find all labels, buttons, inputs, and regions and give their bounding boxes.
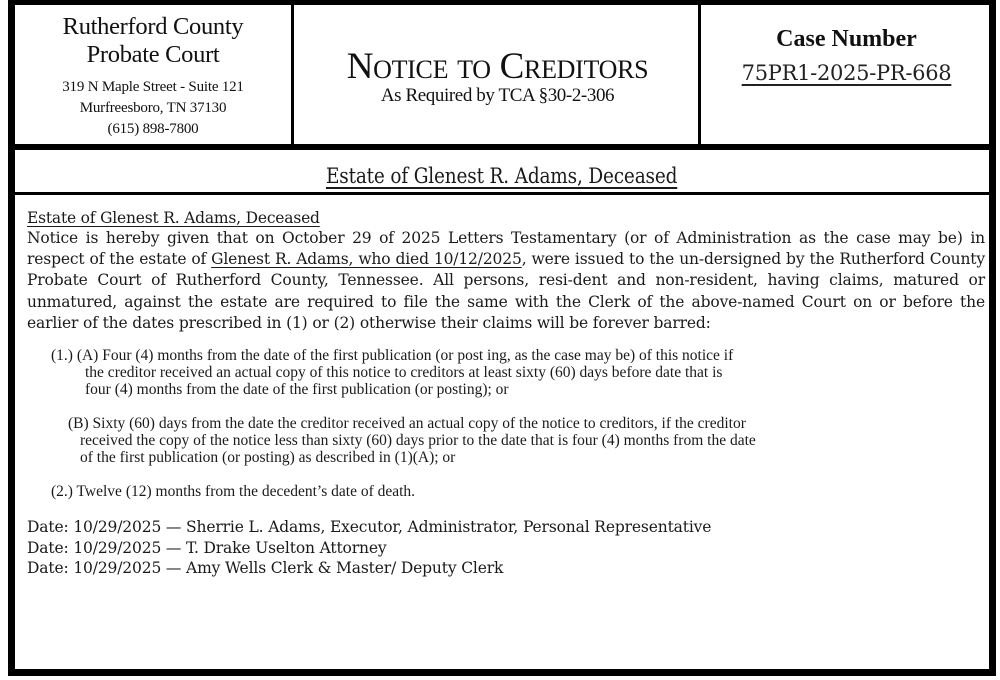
court-phone: (615) 898-7800: [107, 121, 199, 137]
notice-title-cell: [297, 5, 701, 144]
case-number-label: Case Number: [776, 26, 917, 52]
claim-deadline-clauses: [27, 347, 985, 500]
estate-title-bar: [15, 150, 989, 195]
signature-attorney: Date: 10/29/2025 — T. Drake Uselton Attorney: [27, 538, 387, 557]
signature-lines: [27, 517, 985, 579]
court-name-line2: Probate Court: [86, 41, 220, 68]
clause-1a: [27, 347, 985, 398]
case-number-value: 75PR1-2025-PR-668: [741, 61, 952, 85]
estate-heading: Estate of Glenest R. Adams, Deceased: [27, 209, 320, 227]
case-number-cell: [704, 5, 989, 144]
clause-1b-line1: (B) Sixty (60) days from the date the creditor received an actual copy of the notice to creditors, if the creditor: [68, 415, 746, 433]
clause-2: (2.) Twelve (12) months from the decedent’s date of death.: [51, 483, 416, 501]
notice-intro-paragraph: [27, 228, 985, 334]
clause-1a-line3: four (4) months from the date of the first publication (or posting); or: [85, 381, 509, 399]
clause-1b-line2: received the copy of the notice less than sixty (60) days prior to the date that is four (4) months from the date: [80, 432, 756, 450]
estate-title: Estate of Glenest R. Adams, Deceased: [326, 164, 678, 188]
court-name: [15, 5, 291, 69]
signature-clerk: Date: 10/29/2025 — Amy Wells Clerk & Master/ Deputy Clerk: [27, 559, 504, 578]
court-address-line2: Murfreesboro, TN 37130: [79, 100, 227, 116]
clause-1b: [27, 415, 985, 466]
court-address: [15, 77, 291, 140]
court-name-line1: Rutherford County: [62, 13, 244, 40]
intro-text-part1: Notice is hereby given that on October 29 of 2025 Letters Testamentary (or of Administration as the case may be) in respect of the estate of: [27, 229, 985, 269]
clause-1a-line1: (1.) (A) Four (4) months from the date of the first publication (or post ing, as the case may be) of this notice if: [51, 347, 734, 365]
court-address-line1: 319 N Maple Street - Suite 121: [62, 79, 244, 95]
document-header: [15, 5, 989, 150]
notice-title: Notice to Creditors: [346, 46, 649, 87]
intro-text-part2: , were issued to the un-dersigned by the Rutherford County Probate Court of Rutherford County, Tennessee. All persons, resi-dent and non-resident, having claims, matured or unmatured, against the estate are required to file the same with the Clerk of the above-named Court on or before the earlier of the dates prescribed in (1) or (2) otherwise their claims will be forever barred:: [27, 250, 985, 332]
clause-1a-line2: the creditor received an actual copy of this notice to creditors at least sixty (60) days before date that is: [85, 364, 723, 382]
notice-body: [27, 208, 985, 579]
signature-executor: Date: 10/29/2025 — Sherrie L. Adams, Executor, Administrator, Personal Representative: [27, 518, 712, 537]
decedent-name-and-death-date: Glenest R. Adams, who died 10/12/2025: [211, 250, 522, 269]
notice-document: [8, 0, 996, 676]
clause-1b-line3: of the first publication (or posting) as described in (1)(A); or: [80, 449, 456, 467]
notice-subtitle: As Required by TCA §30-2-306: [380, 85, 615, 106]
court-info-cell: [15, 5, 294, 144]
